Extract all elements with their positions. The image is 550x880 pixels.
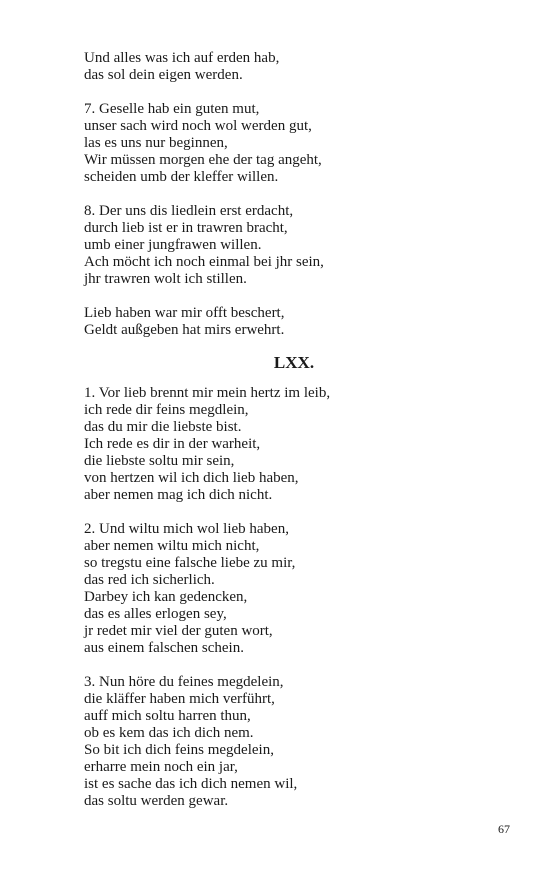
verse-line: Ich rede es dir in der warheit, (84, 436, 261, 452)
verse-line: erharre mein noch ein jar, (84, 759, 238, 775)
verse-line: das red ich sicherlich. (84, 572, 215, 588)
poem-text (84, 50, 514, 810)
verse-line: jhr trawren wolt ich stillen. (84, 271, 247, 287)
verse-line: das soltu werden gewar. (84, 793, 229, 809)
stanza (84, 50, 514, 84)
verse-line: Darbey ich kan gedencken, (84, 589, 248, 605)
verse-line: jr redet mir viel der guten wort, (84, 623, 273, 639)
verse-line: Und alles was ich auf erden hab, (84, 50, 280, 66)
verse-line: auff mich soltu harren thun, (84, 708, 251, 724)
verse-line: das sol dein eigen werden. (84, 67, 243, 83)
verse-line: 3. Nun höre du feines megdelein, (84, 674, 284, 690)
verse-line: die kläffer haben mich verführt, (84, 691, 275, 707)
stanza-gap (84, 186, 514, 203)
verse-line: von hertzen wil ich dich lieb haben, (84, 470, 299, 486)
verse-line: 8. Der uns dis liedlein erst erdacht, (84, 203, 294, 219)
stanza (84, 101, 514, 186)
stanza-gap (84, 657, 514, 674)
verse-line: umb einer jungfrawen willen. (84, 237, 262, 253)
stanza (84, 674, 514, 810)
verse-line: ist es sache das ich dich nemen wil, (84, 776, 298, 792)
verse-line: aber nemen mag ich dich nicht. (84, 487, 273, 503)
verse-line: Ach möcht ich noch einmal bei jhr sein, (84, 254, 324, 270)
verse-line: die liebste soltu mir sein, (84, 453, 235, 469)
verse-line: unser sach wird noch wol werden gut, (84, 118, 312, 134)
stanzas-after-heading (84, 385, 514, 810)
verse-line: scheiden umb der kleffer willen. (84, 169, 279, 185)
verse-line: ob es kem das ich dich nem. (84, 725, 254, 741)
stanza (84, 305, 514, 339)
verse-line: so tregstu eine falsche liebe zu mir, (84, 555, 296, 571)
verse-line: Geldt außgeben hat mirs erwehrt. (84, 322, 285, 338)
verse-line: aus einem falschen schein. (84, 640, 244, 656)
stanza (84, 385, 514, 504)
stanza (84, 521, 514, 657)
stanza-gap (84, 84, 514, 101)
verse-line: 1. Vor lieb brennt mir mein hertz im leib, (84, 385, 331, 401)
verse-line: das du mir die liebste bist. (84, 419, 242, 435)
verse-line: Wir müssen morgen ehe der tag angeht, (84, 152, 322, 168)
verse-line: 7. Geselle hab ein guten mut, (84, 101, 260, 117)
verse-line: ich rede dir feins megdlein, (84, 402, 249, 418)
verse-line: durch lieb ist er in trawren bracht, (84, 220, 288, 236)
verse-line: las es uns nur beginnen, (84, 135, 228, 151)
verse-line: So bit ich dich feins megdelein, (84, 742, 274, 758)
verse-line: aber nemen wiltu mich nicht, (84, 538, 260, 554)
page-number: 67 (498, 822, 510, 836)
stanza-gap (84, 504, 514, 521)
verse-line: Lieb haben war mir offt beschert, (84, 305, 285, 321)
verse-line: das es alles erlogen sey, (84, 606, 227, 622)
section-heading: LXX. (273, 353, 315, 372)
stanza-gap (84, 288, 514, 305)
verse-line: 2. Und wiltu mich wol lieb haben, (84, 521, 289, 537)
stanzas-before-heading (84, 50, 514, 339)
stanza (84, 203, 514, 288)
